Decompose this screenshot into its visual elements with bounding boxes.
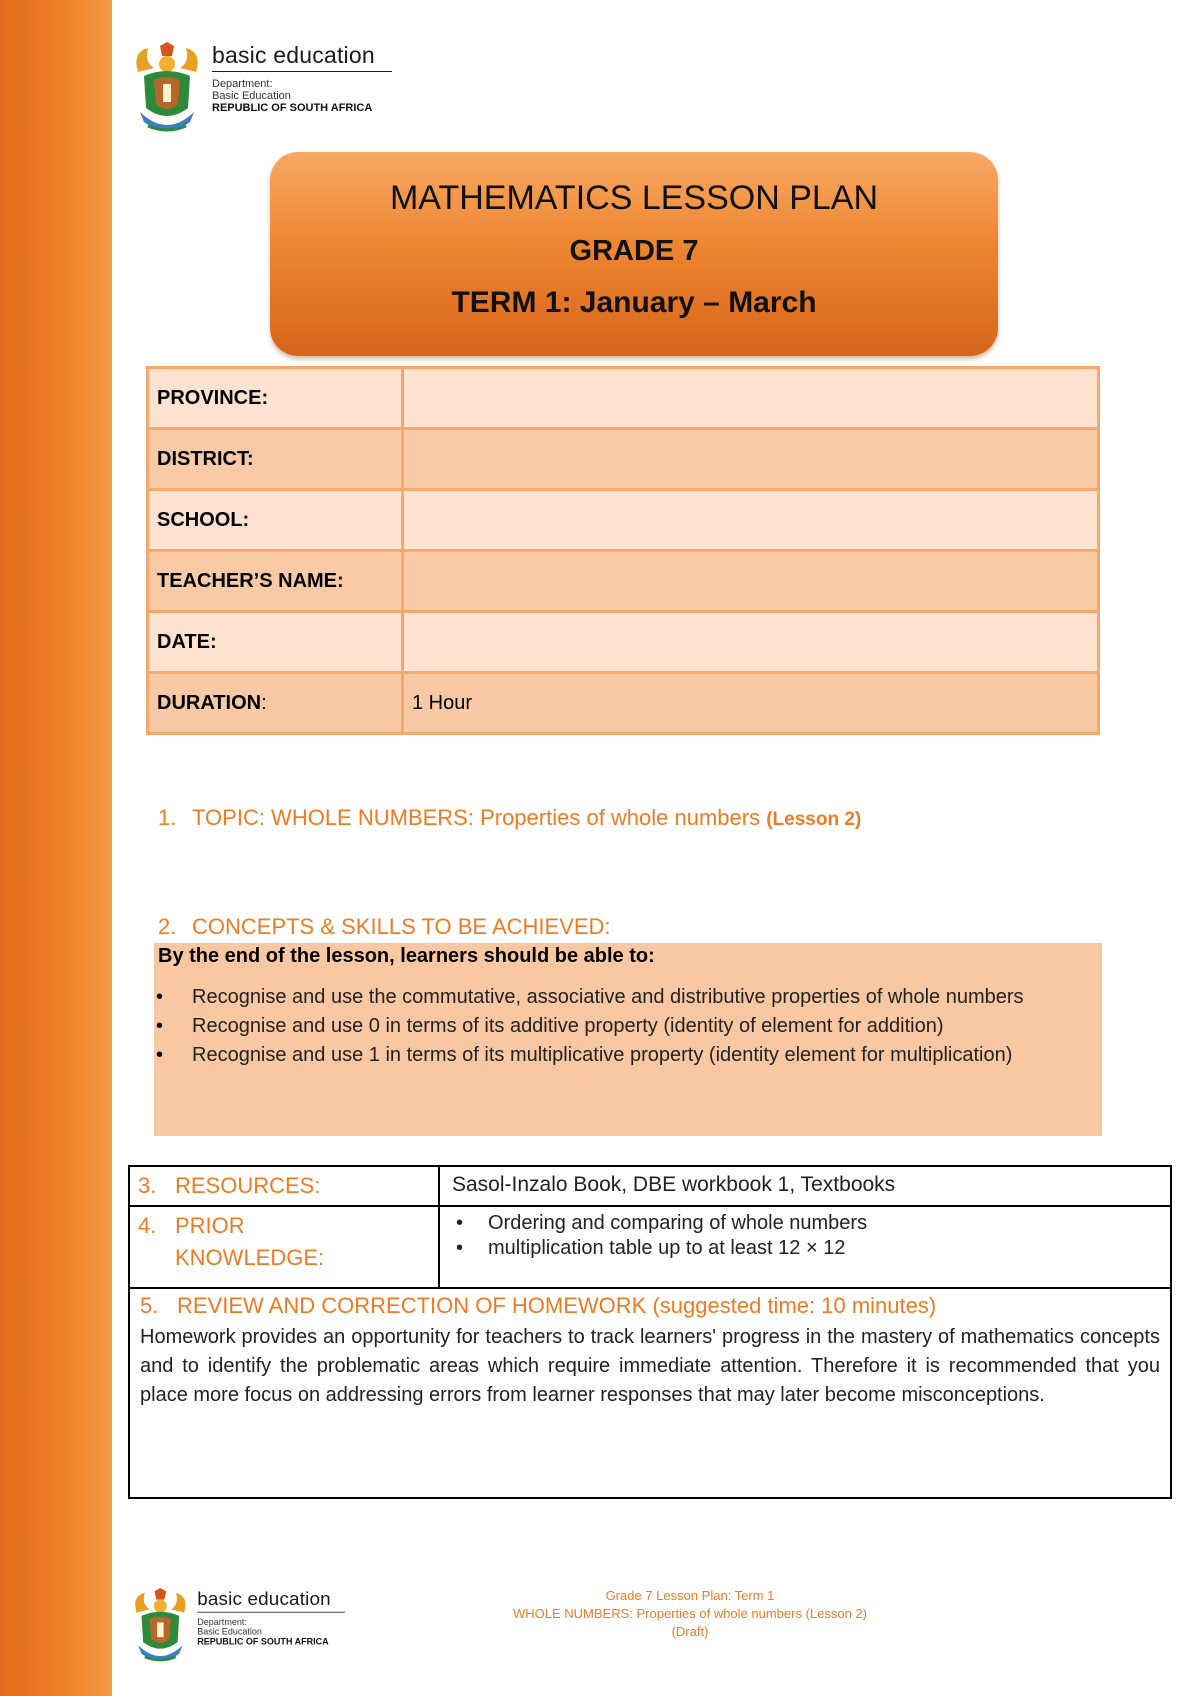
resources-row — [129, 1166, 1171, 1206]
logo-basic-education: Basic Education — [212, 90, 291, 102]
prior-knowledge-label — [129, 1206, 439, 1288]
grade-title: GRADE 7 — [569, 235, 699, 267]
resources-value: Sasol-Inzalo Book, DBE workbook 1, Textbooks — [439, 1166, 1171, 1206]
prior-item: • multiplication table up to at least 12 × 12 — [452, 1236, 1158, 1261]
logo-republic: REPUBLIC OF SOUTH AFRICA — [212, 102, 373, 114]
review-body: Homework provides an opportunity for teachers to track learners' progress in the mastery of mathematics concepts and to identify the problematic areas which require immediate attention. Therefore it is recommended that you place more focus on addressing errors from learner responses that may later become misconceptions. — [140, 1326, 1160, 1406]
prior-label-line2: KNOWLEDGE: — [175, 1245, 325, 1270]
review-row — [129, 1288, 1171, 1498]
title-banner — [270, 152, 998, 356]
review-cell — [129, 1288, 1171, 1498]
school-value[interactable] — [403, 490, 1099, 551]
info-row-teacher — [148, 551, 1099, 612]
doc-title: MATHEMATICS LESSON PLAN — [389, 179, 879, 217]
footer-logo-department: Department: — [197, 1617, 247, 1628]
header-logo — [130, 42, 392, 136]
topic-lesson: (Lesson 2) — [766, 809, 862, 830]
info-row-date — [148, 612, 1099, 673]
review-number: 5. — [140, 1293, 159, 1318]
date-label: DATE: — [148, 612, 403, 673]
prior-item: • Ordering and comparing of whole numbers — [452, 1211, 1158, 1236]
logo-brand: basic education — [212, 42, 392, 72]
prior-knowledge-value — [439, 1206, 1171, 1288]
province-label: PROVINCE: — [148, 368, 403, 429]
review-heading — [140, 1293, 1160, 1319]
coat-of-arms-icon — [130, 42, 204, 136]
footer-line-1: Grade 7 Lesson Plan: Term 1 — [605, 1588, 775, 1603]
concept-item: • Recognise and use the commutative, associative and distributive properties of whole numbers — [154, 983, 1072, 1012]
info-row-district — [148, 429, 1099, 490]
concept-item: • Recognise and use 1 in terms of its multiplicative property (identity element for multiplication) — [154, 1041, 1094, 1070]
resources-table — [128, 1165, 1172, 1499]
duration-label-text: DURATION — [157, 691, 262, 714]
concepts-intro: By the end of the lesson, learners should be able to: — [158, 945, 655, 967]
logo-department: Department: — [212, 78, 273, 90]
review-suggested-time: (suggested time: 10 minutes) — [652, 1293, 937, 1318]
footer-logo-brand: basic education — [197, 1588, 345, 1613]
info-row-duration — [148, 673, 1099, 734]
concept-item: • Recognise and use 0 in terms of its additive property (identity of element for addition) — [154, 1012, 1094, 1041]
prior-label-line1: PRIOR — [175, 1213, 245, 1238]
topic-text: TOPIC: WHOLE NUMBERS: Properties of whole numbers — [192, 805, 761, 830]
duration-colon: : — [261, 691, 267, 714]
resources-label-text: RESOURCES: — [175, 1173, 321, 1198]
prior-number: 4. — [138, 1213, 157, 1238]
concepts-list — [154, 983, 1094, 1070]
side-accent-bar — [0, 0, 112, 1696]
topic-number: 1. — [158, 805, 177, 830]
concepts-heading-text: CONCEPTS & SKILLS TO BE ACHIEVED: — [192, 914, 611, 939]
resources-number: 3. — [138, 1173, 157, 1198]
concepts-box — [154, 943, 1102, 1136]
teacher-name-value[interactable] — [403, 551, 1099, 612]
coat-of-arms-icon — [130, 1588, 191, 1665]
footer-logo-republic: REPUBLIC OF SOUTH AFRICA — [197, 1637, 329, 1648]
district-value[interactable] — [403, 429, 1099, 490]
info-row-province — [148, 368, 1099, 429]
duration-label — [148, 673, 403, 734]
province-value[interactable] — [403, 368, 1099, 429]
school-label: SCHOOL: — [148, 490, 403, 551]
district-label: DISTRICT: — [148, 429, 403, 490]
prior-knowledge-row — [129, 1206, 1171, 1288]
concepts-heading — [158, 914, 611, 940]
footer-line-3: (Draft) — [671, 1624, 709, 1639]
info-row-school — [148, 490, 1099, 551]
footer-logo-basic-education: Basic Education — [197, 1627, 262, 1638]
footer-text — [480, 1587, 900, 1641]
review-heading-text: REVIEW AND CORRECTION OF HOMEWORK — [177, 1293, 647, 1318]
duration-value[interactable]: 1 Hour — [403, 673, 1099, 734]
footer-line-2: WHOLE NUMBERS: Properties of whole numbers (Lesson 2) — [512, 1606, 867, 1621]
term-title: TERM 1: January – March — [451, 286, 817, 319]
resources-label — [129, 1166, 439, 1206]
concepts-number: 2. — [158, 914, 177, 939]
footer-logo — [130, 1588, 345, 1665]
info-table — [146, 366, 1100, 735]
topic-heading — [158, 805, 861, 831]
teacher-name-label: TEACHER’S NAME: — [148, 551, 403, 612]
date-value[interactable] — [403, 612, 1099, 673]
prior-list — [452, 1211, 1158, 1261]
